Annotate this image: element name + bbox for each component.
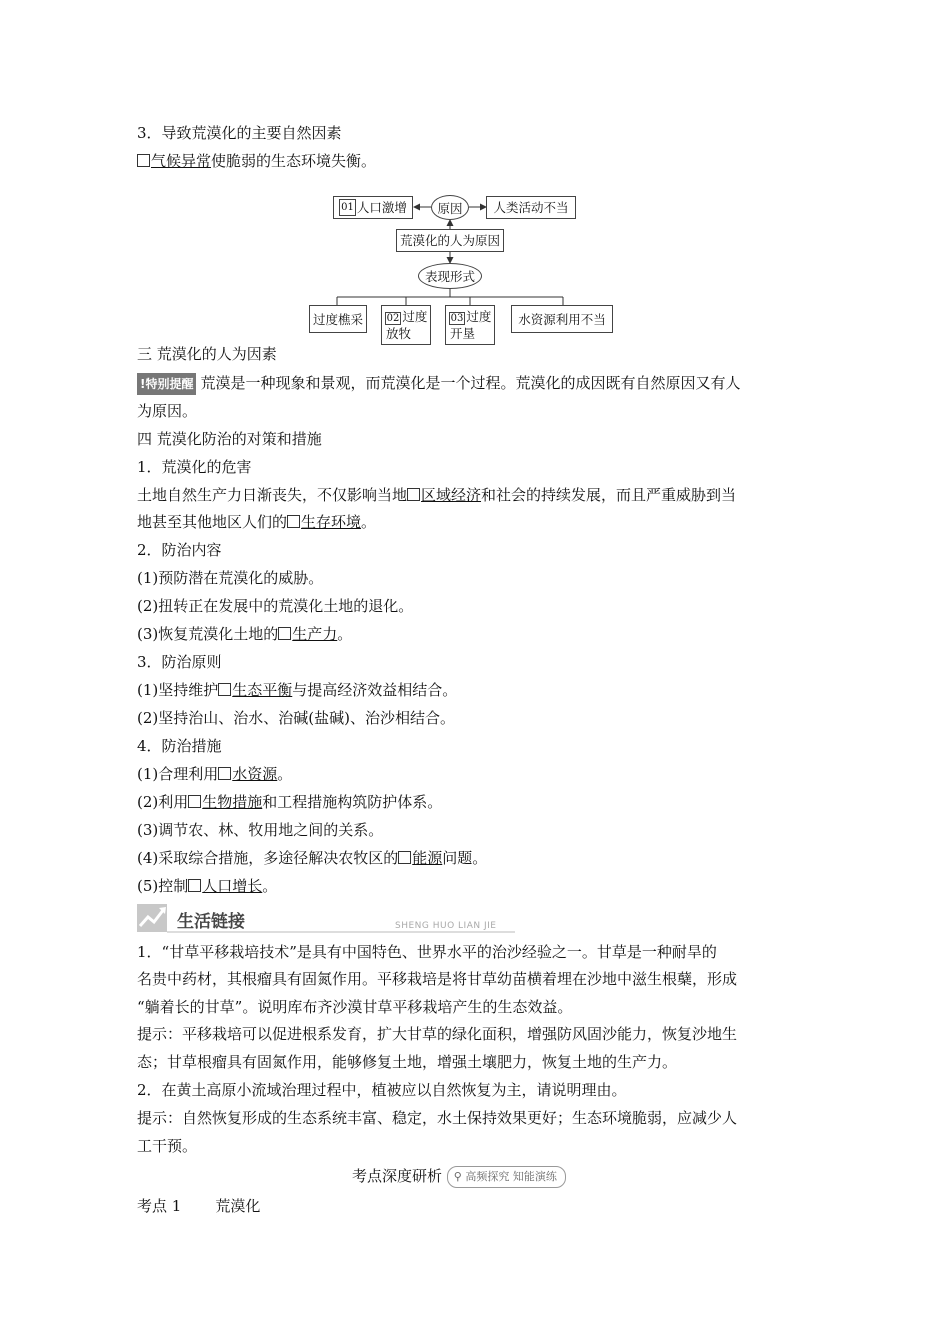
measure-item-1: (1)合理利用 水资源。	[137, 765, 293, 783]
blank-box-icon	[218, 767, 231, 780]
deep-analysis-title: 考点深度研析	[352, 1167, 443, 1185]
answer-1-line-2: 态；甘草根瘤具有固氮作用，能够修复土地，增强土壤肥力，恢复土地的生产力。	[137, 1053, 678, 1071]
diagram-form-ellipse: 表现形式	[418, 263, 482, 289]
search-pill: ⚲ 高频探究 知能演练	[447, 1166, 566, 1188]
content-item-2: (2)扭转正在发展中的荒漠化土地的退化。	[137, 597, 414, 615]
answer-2-line-1: 提示：自然恢复形成的生态系统丰富、稳定，水土保持效果更好；生态环境脆弱，应减少人	[137, 1109, 738, 1127]
section-3-text: 气候异常使脆弱的生态环境失衡。	[137, 151, 376, 171]
harm-title: 1．荒漠化的危害	[137, 458, 252, 476]
blank-box-icon	[188, 879, 201, 892]
measure-item-2: (2)利用 生物措施和工程措施构筑防护体系。	[137, 793, 443, 811]
diagram-box-left: 01 人口激增	[333, 196, 413, 219]
answer-2-line-2: 工干预。	[137, 1137, 198, 1155]
content-item-3: (3)恢复荒漠化土地的 生产力。	[137, 625, 353, 643]
blank-box-icon	[398, 851, 411, 864]
measure-item-3: (3)调节农、林、牧用地之间的关系。	[137, 821, 384, 839]
blank-box-icon	[278, 627, 291, 640]
content-item-1: (1)预防潜在荒漠化的威胁。	[137, 569, 324, 587]
life-link-banner	[137, 902, 515, 934]
answer-1-line-1: 提示：平移栽培可以促进根系发育，扩大甘草的绿化面积，增强防风固沙能力，恢复沙地生	[137, 1025, 738, 1043]
principle-item-2: (2)坚持治山、治水、治碱(盐碱)、治沙相结合。	[137, 709, 455, 727]
measure-item-5: (5)控制 人口增长。	[137, 877, 278, 895]
tip-badge: !特别提醒	[137, 373, 196, 395]
blank-box-icon	[407, 488, 420, 501]
diagram-box-right: 人类活动不当	[486, 196, 576, 219]
kaodian-heading	[137, 1196, 260, 1216]
section-four-title: 四 荒漠化防治的对策和措施	[137, 430, 322, 448]
principle-item-1: (1)坚持维护 生态平衡与提高经济效益相结合。	[137, 681, 458, 699]
diagram-bottom-box-3: 03 过度 开垦	[445, 305, 495, 345]
section-three-title: 三 荒漠化的人为因素	[137, 345, 277, 363]
diagram-box-middle: 荒漠化的人为原因	[396, 229, 504, 252]
harm-line-1: 土地自然生产力日渐丧失，不仅影响当地 区域经济和社会的持续发展，而且严重威胁到当	[137, 486, 737, 504]
question-1-line-1: 1．“甘草平移栽培技术”是具有中国特色、世界水平的治沙经验之一。甘草是一种耐旱的	[137, 943, 717, 961]
life-link-subtitle: SHENG HUO LIAN JIE	[395, 921, 497, 931]
life-link-title: 生活链接	[177, 912, 245, 932]
principle-title: 3．防治原则	[137, 653, 222, 671]
diagram-bottom-box-1: 过度樵采	[309, 305, 367, 333]
blank-box-icon	[188, 795, 201, 808]
diagram-bottom-box-4: 水资源利用不当	[511, 305, 613, 333]
content-title: 2．防治内容	[137, 541, 222, 559]
question-2: 2．在黄土高原小流域治理过程中，植被应以自然恢复为主，请说明理由。	[137, 1081, 627, 1099]
harm-line-2: 地甚至其他地区人们的 生存环境。	[137, 513, 377, 531]
deep-analysis-header	[352, 1166, 566, 1188]
measure-title: 4．防治措施	[137, 737, 222, 755]
question-1-line-2: 名贵中药材，其根瘤具有固氮作用。平移栽培是将甘草幼苗横着埋在沙地中滋生根蘖，形成	[137, 970, 738, 988]
kaodian-label: 考点 1	[137, 1197, 182, 1215]
blank-box-icon	[287, 515, 300, 528]
measure-item-4: (4)采取综合措施，多途径解决农牧区的 能源问题。	[137, 849, 488, 867]
fill-blank: 气候异常	[137, 152, 211, 170]
tip-line-1: !特别提醒 荒漠是一种现象和景观，而荒漠化是一个过程。荒漠化的成因既有自然原因又有人	[137, 373, 741, 395]
search-icon: ⚲	[453, 1170, 462, 1183]
section-3-title: 3．导致荒漠化的主要自然因素	[137, 124, 342, 142]
kaodian-name: 荒漠化	[215, 1197, 261, 1215]
diagram-bottom-box-2: 02 过度 放牧	[381, 305, 431, 345]
tip-line-2: 为原因。	[137, 402, 198, 420]
blank-box-icon	[218, 683, 231, 696]
question-1-line-3: “躺着长的甘草”。说明库布齐沙漠甘草平移栽培产生的生态效益。	[137, 998, 573, 1016]
diagram-cause-ellipse: 原因	[431, 195, 469, 220]
